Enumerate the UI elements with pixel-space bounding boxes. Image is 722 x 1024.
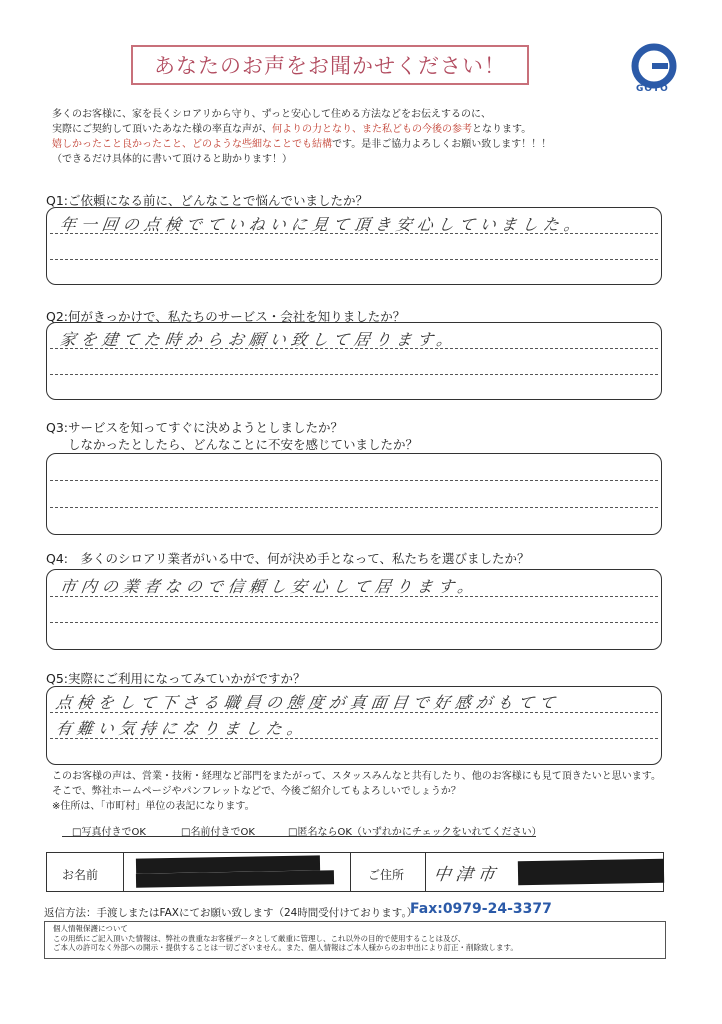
- anonymous-ok-checkbox[interactable]: □匿名ならOK（いずれかにチェックをいれてください）: [288, 827, 542, 838]
- privacy-heading: 個人情報保護について: [53, 924, 128, 933]
- photo-ok-checkbox[interactable]: □写真付きでOK: [72, 827, 146, 838]
- consent-note-2: そこで、弊社ホームページやパンフレットなどで、今後ご紹介してもよろしいでしょうか？: [52, 786, 461, 797]
- q4-label: Q4: 多くのシロアリ業者がいる中で、何が決め手となって、私たちを選びましたか？: [46, 551, 530, 566]
- privacy-notice: [44, 921, 666, 959]
- q3-dash-1: [50, 480, 658, 481]
- q1-label: Q1:ご依頼になる前に、どんなことで悩んでいましたか？: [46, 193, 369, 208]
- q5-answer-line-2: 有難い気持になりました。: [54, 719, 310, 738]
- privacy-line-2: ご本人の許可なく外部への開示・提供することは一切ございません。また、個人情報はご本人様からのお申出により訂正・削除致します。: [53, 943, 518, 952]
- intro-line-3: 嬉しかったこと良かったこと、どのような些細なことでも結構です。是非ご協力よろしくお願い致します！！！: [52, 139, 552, 150]
- q4-answer-line-1: 市内の業者なので信頼し安心して居ります。: [58, 577, 480, 596]
- q3-label: Q3:サービスを知ってすぐに決めようとしましたか？: [46, 420, 344, 435]
- q3-answer-box[interactable]: [46, 453, 662, 535]
- q5-answer-line-1: 点検をして下さる職員の態度が真面目で好感がもてて: [54, 693, 562, 712]
- q2-label: Q2:何がきっかけで、私たちのサービス・会社を知りましたか？: [46, 309, 406, 324]
- intro-line-1: 多くのお客様に、家を長くシロアリから守り、ずっと安心して住める方法などをお伝えするのに、: [52, 109, 491, 120]
- q1-answer-line-1: 年一回の点検でていねいに見て頂き安心していました。: [58, 215, 587, 234]
- q2-dash-2: [50, 374, 658, 375]
- q5-label: Q5:実際にご利用になってみていかがですか？: [46, 671, 306, 686]
- q3-dash-2: [50, 507, 658, 508]
- fax-number: Fax:0979-24-3377: [410, 901, 552, 917]
- q4-dash-2: [50, 622, 658, 623]
- name-ok-checkbox[interactable]: □名前付きでOK: [181, 827, 255, 838]
- privacy-line-1: この用紙にご記入頂いた情報は、弊社の貴重なお客様データとして厳重に管理し、これ以外の目的で使用することは及び、: [53, 933, 466, 943]
- name-label: お名前: [62, 868, 99, 882]
- consent-note-3: ※住所は、「市町村」単位の表記になります。: [52, 801, 255, 812]
- logo-text: GOTO: [636, 84, 669, 94]
- q3-label-2: しなかったとしたら、どんなことに不安を感じていましたか？: [68, 437, 419, 452]
- checkbox-underline: [62, 836, 536, 837]
- q2-answer-line-1: 家を建てた時からお願い致して居ります。: [58, 330, 459, 349]
- consent-note-1: このお客様の声は、営業・技術・経理など部門をまたがって、スタッスみんなと共有したり、他のお客様にも見て頂きたいと思います。: [52, 771, 661, 782]
- address-label: ご住所: [368, 868, 405, 882]
- q1-dash-2: [50, 259, 658, 260]
- intro-line-2: 実際にご契約して頂いたあなた様の率直な声が、何よりの力となり、また私どもの今後の参考となります。: [52, 124, 532, 135]
- address-redaction: [518, 859, 664, 886]
- page-title: あなたのお声をお聞かせください！: [131, 45, 529, 85]
- reply-method: 返信方法：手渡しまたはFAXにてお願い致します（24時間受付けております。）: [44, 907, 418, 919]
- intro-line-4: （できるだけ具体的に書いて頂けると助かります！）: [52, 154, 292, 165]
- address-value[interactable]: 中津市: [432, 865, 502, 885]
